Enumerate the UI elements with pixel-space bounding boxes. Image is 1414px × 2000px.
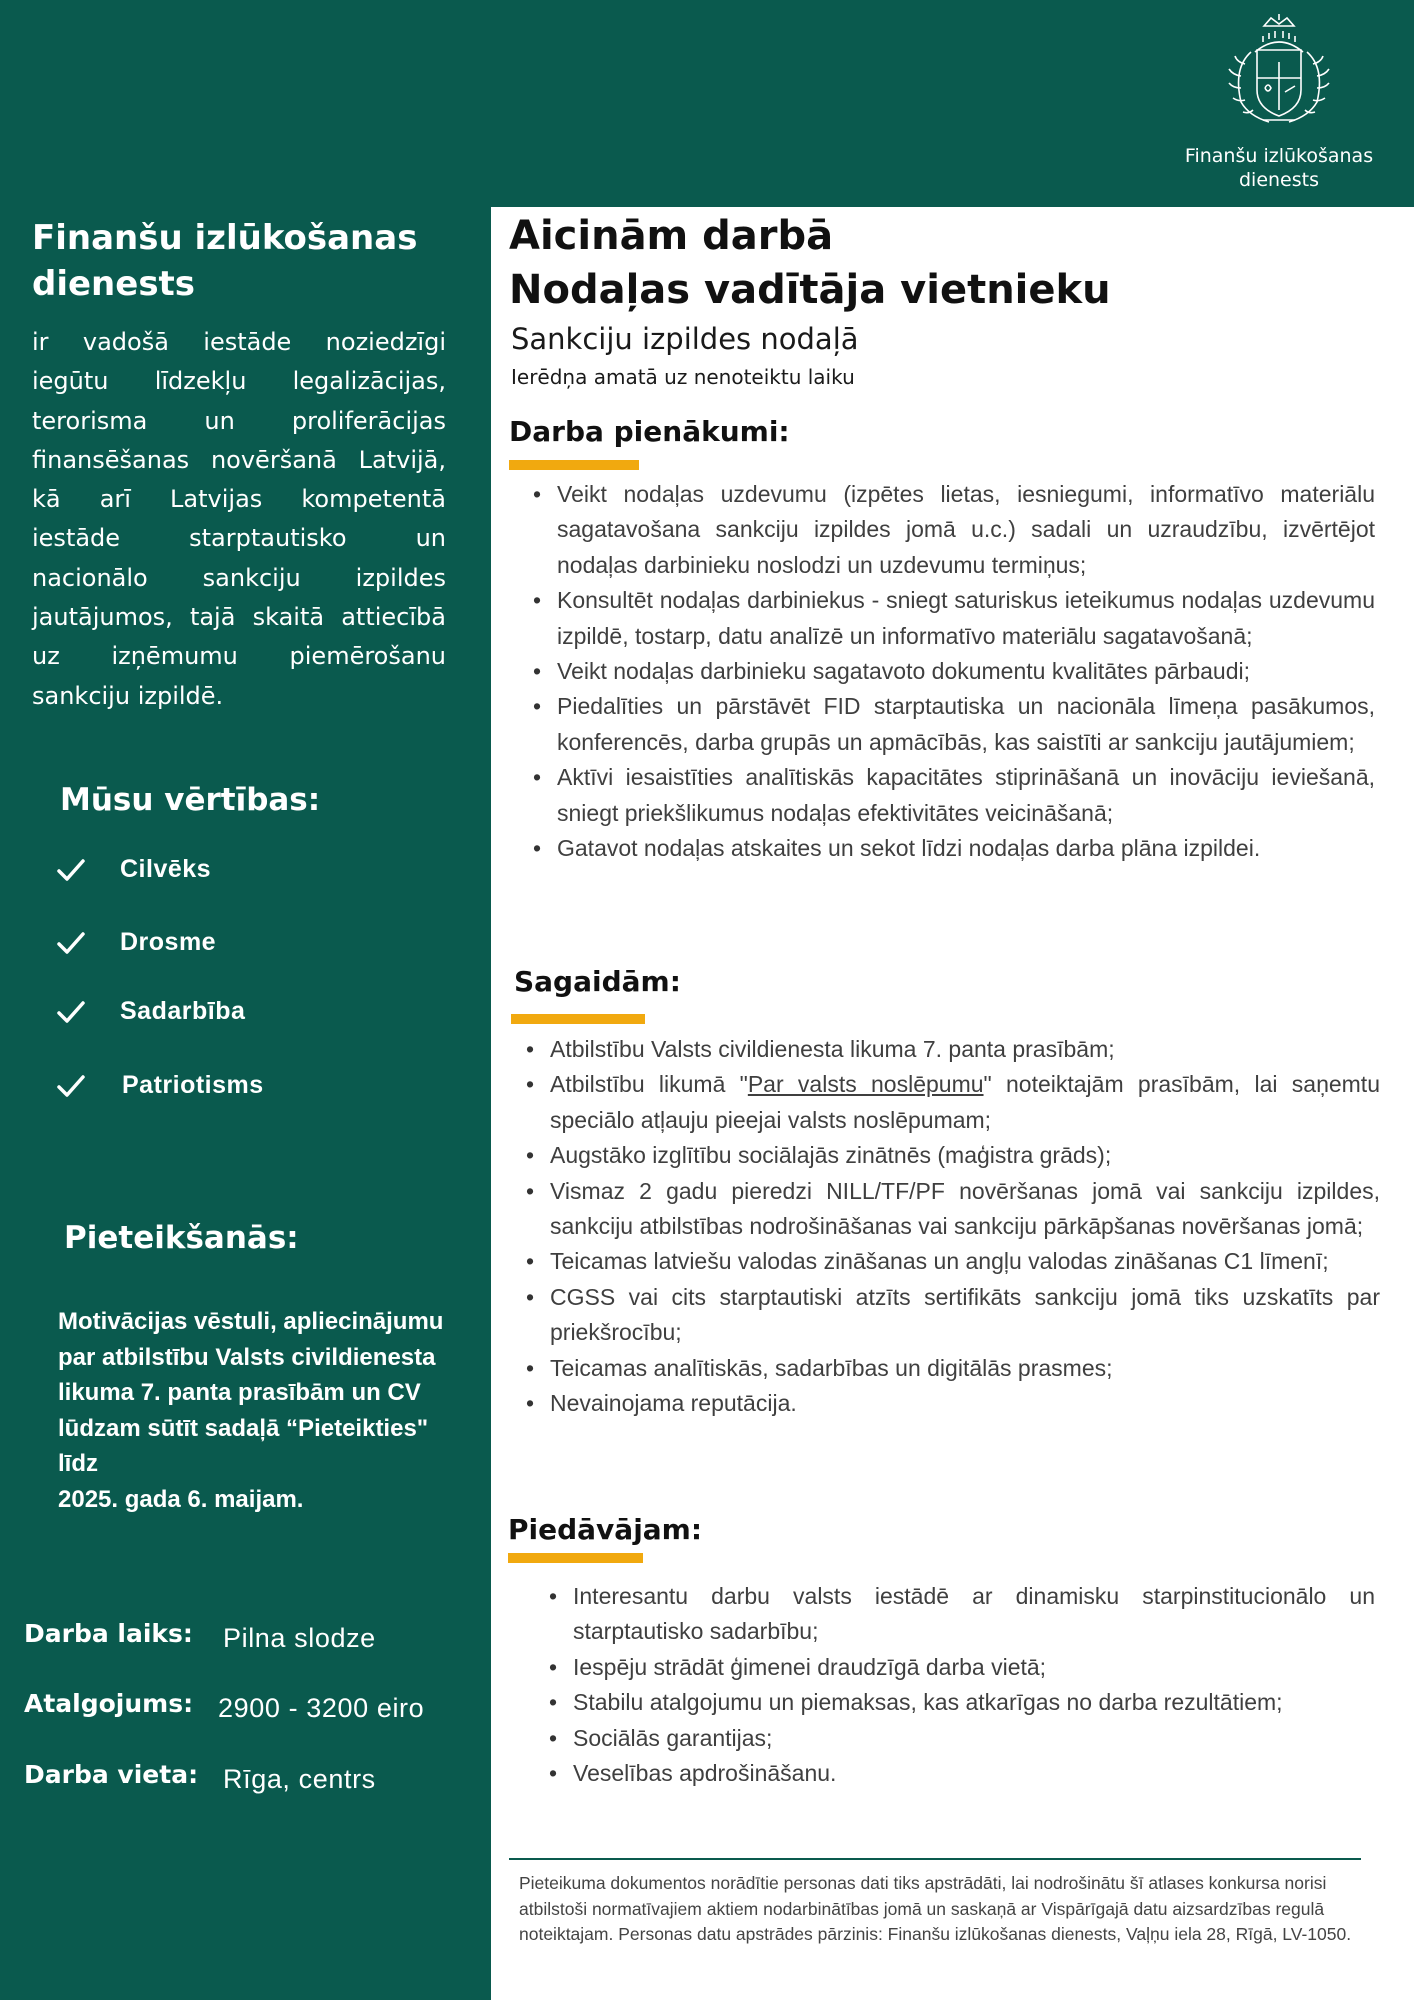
list-item: • Augstāko izglītību sociālajās zinātnēs (maģistra grāds); (550, 1138, 1380, 1173)
requirements-underline (511, 1014, 645, 1024)
org-description: ir vadošā iestāde noziedzīgi iegūtu līdzekļu legalizācijas, terorisma un proliferācijas finansēšanas novēršanā Latvijā, kā arī Latvijas kompetentā iestāde starptautisko un nacionālo sankciju izpildes jautājumos, tajā skaitā attiecībā uz izņēmumu piemērošanu sankciju izpildē. (32, 328, 446, 710)
work-time-row (24, 1619, 376, 1653)
position-title: Nodaļas vadītāja vietnieku (509, 267, 1111, 313)
list-item: • Piedalīties un pārstāvēt FID starptautiska un nacionāla līmeņa pasākumos, konferencēs, darba grupās un apmācībās, kas saistīti ar sankciju jautājumiem; (557, 689, 1375, 760)
requirements-heading: Sagaidām: (514, 965, 681, 998)
location-label: Darba vieta: (24, 1760, 199, 1789)
offer-underline (508, 1553, 643, 1563)
list-item: • Veselības apdrošināšanu. (573, 1756, 1375, 1791)
work-time-label: Darba laiks: (24, 1619, 193, 1648)
coat-of-arms-icon (1219, 12, 1339, 130)
list-item: • Teicamas latviešu valodas zināšanas un angļu valodas zināšanas C1 līmenī; (550, 1244, 1380, 1279)
apply-heading: Pieteikšanās: (64, 1220, 299, 1256)
list-item: • Aktīvi iesaistīties analītiskās kapacitātes stiprināšanā un inovāciju ieviešanā, sniegt priekšlikumus nodaļas efektivitātes veicināšanā; (557, 760, 1375, 831)
page-title: Aicinām darbā (509, 213, 834, 259)
list-item: • Nevainojama reputācija. (550, 1386, 1380, 1421)
list-item: • Interesantu darbu valsts iestādē ar dinamisku starpinstitucionālo un starptautisko sadarbību; (573, 1579, 1375, 1650)
list-item: • Stabilu atalgojumu un piemaksas, kas atkarīgas no darba rezultātiem; (573, 1685, 1375, 1720)
value-label: Cilvēks (120, 855, 212, 883)
value-item (56, 855, 211, 884)
department-subtitle: Sankciju izpildes nodaļā (511, 322, 859, 356)
logo-line-1: Finanšu izlūkošanas (1184, 145, 1374, 167)
check-icon (56, 857, 86, 883)
requirement-text: " noteiktajām prasībām, lai saņemtu speciālo atļauju pieejai valsts noslēpumam; (550, 1071, 1380, 1133)
duties-heading: Darba pienākumi: (509, 415, 790, 448)
check-icon (56, 1073, 86, 1099)
list-item: • Vismaz 2 gadu pieredzi NILL/TF/PF novēršanas jomā vai sankciju izpildes, sankciju atbilstības nodrošināšanas vai sankciju pārkāpšanas novēršanas jomā; (550, 1174, 1380, 1245)
org-name: Finanšu izlūkošanas dienests (32, 218, 418, 304)
salary-label: Atalgojums: (24, 1689, 194, 1718)
apply-deadline: 2025. gada 6. maijam. (58, 1485, 304, 1513)
list-item: • Teicamas analītiskās, sadarbības un digitālās prasmes; (550, 1351, 1380, 1386)
salary-row (24, 1689, 425, 1723)
apply-text (58, 1304, 458, 1517)
header-band (0, 0, 1414, 207)
duties-underline (509, 460, 639, 470)
list-item: • Atbilstību Valsts civildienesta likuma 7. panta prasībām; (550, 1032, 1380, 1067)
values-heading: Mūsu vērtības: (60, 782, 321, 818)
check-icon (56, 930, 86, 956)
salary-value: 2900 - 3200 eiro (218, 1693, 425, 1723)
list-item: • CGSS vai cits starptautiski atzīts sertifikāts sankciju jomā tiks uzskatīts par priekšrocību; (550, 1280, 1380, 1351)
divider (509, 1858, 1361, 1860)
work-time-value: Pilna slodze (223, 1623, 376, 1653)
offer-heading: Piedāvājam: (508, 1513, 703, 1546)
value-item (56, 997, 245, 1026)
offer-list (573, 1579, 1375, 1791)
sidebar (0, 207, 490, 2000)
law-link[interactable]: Par valsts noslēpumu (747, 1071, 984, 1098)
location-row (24, 1760, 376, 1794)
list-item (550, 1067, 1380, 1138)
logo-text (1164, 144, 1394, 192)
list-item: • Veikt nodaļas darbinieku sagatavoto dokumentu kvalitātes pārbaudi; (557, 654, 1375, 689)
list-item: • Gatavot nodaļas atskaites un sekot līdzi nodaļas darba plāna izpildei. (557, 831, 1375, 866)
check-icon (56, 999, 86, 1025)
position-type: Ierēdņa amatā uz nenoteiktu laiku (511, 365, 855, 389)
privacy-note: Pieteikuma dokumentos norādītie personas dati tiks apstrādāti, lai nodrošinātu šī atlases konkursa norisi atbilstoši normatīvajiem aktiem nodarbinātības jomā un saskaņā ar Vispārīgajā datu aizsardzības regulā noteiktajam. Personas datu apstrādes pārzinis: Finanšu izlūkošanas dienests, Vaļņu iela 28, Rīgā, LV-1050. (519, 1873, 1352, 1944)
value-item (56, 928, 216, 957)
list-item: • Iespēju strādāt ģimenei draudzīgā darba vietā; (573, 1650, 1375, 1685)
value-label: Patriotisms (122, 1071, 264, 1099)
requirement-text: Atbilstību likumā " (550, 1071, 748, 1098)
location-value: Rīga, centrs (223, 1764, 376, 1794)
value-label: Sadarbība (120, 997, 246, 1025)
main-content (491, 207, 1414, 2000)
list-item: • Sociālās garantijas; (573, 1721, 1375, 1756)
apply-instructions: Motivācijas vēstuli, apliecinājumu par atbilstību Valsts civildienesta likuma 7. panta prasībām un CV lūdzam sūtīt sadaļā “Pieteikties" līdz (58, 1308, 444, 1477)
value-item (56, 1071, 264, 1100)
logo (1164, 12, 1394, 192)
value-label: Drosme (120, 928, 217, 956)
list-item: • Veikt nodaļas uzdevumu (izpētes lietas, iesniegumi, informatīvo materiālu sagatavošana sankciju izpildes jomā u.c.) sadali un uzraudzību, izvērtējot nodaļas darbinieku noslodzi un uzdevumu termiņus; (557, 477, 1375, 583)
list-item: • Konsultēt nodaļas darbiniekus - sniegt saturiskus ieteikumus nodaļas uzdevumu izpildē, tostarp, datu analīzē un informatīvo materiālu sagatavošanā; (557, 583, 1375, 654)
requirements-list (550, 1032, 1380, 1421)
duties-list (557, 477, 1375, 866)
logo-line-2: dienests (1238, 169, 1319, 191)
